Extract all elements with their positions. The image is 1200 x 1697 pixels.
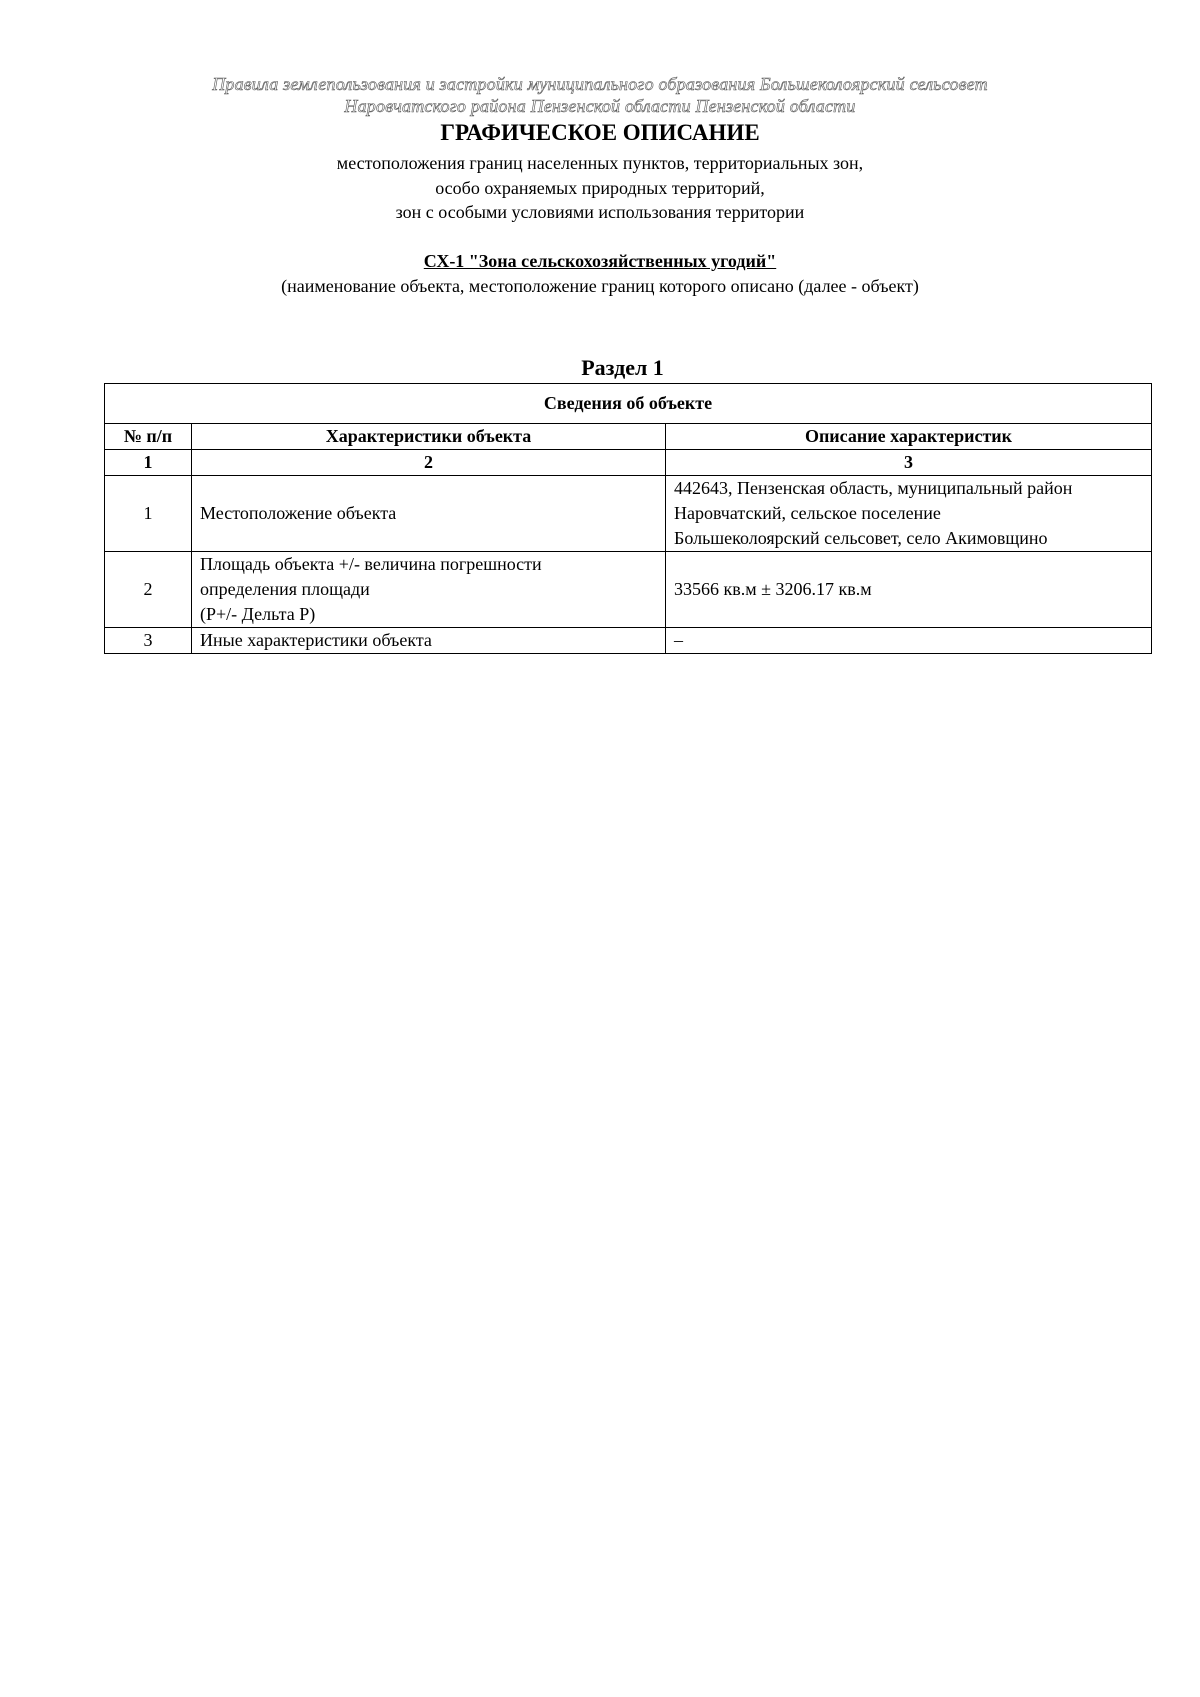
column-number: 3 bbox=[666, 450, 1152, 476]
row-characteristic-line: Иные характеристики объекта bbox=[200, 630, 432, 650]
row-description-line: Наровчатский, сельское поселение bbox=[674, 503, 941, 523]
row-description bbox=[666, 552, 1152, 628]
row-description-line: 33566 кв.м ± 3206.17 кв.м bbox=[674, 579, 872, 599]
row-characteristic-line: Площадь объекта +/- величина погрешности bbox=[200, 554, 542, 574]
table-caption-row bbox=[105, 384, 1152, 424]
row-description-line: – bbox=[674, 630, 683, 650]
document-subtitle-line: местоположения границ населенных пунктов, территориальных зон, bbox=[336, 153, 864, 173]
row-description-line: 442643, Пензенская область, муниципальный район bbox=[674, 478, 1073, 498]
row-characteristic-line: определения площади bbox=[200, 579, 370, 599]
column-header-number: № п/п bbox=[105, 424, 192, 450]
row-number: 3 bbox=[105, 628, 192, 654]
row-characteristic-line: (P+/- Дельта P) bbox=[200, 604, 316, 624]
object-name bbox=[0, 250, 1200, 272]
row-characteristic-line: Местоположение объекта bbox=[200, 503, 397, 523]
row-number: 2 bbox=[105, 552, 192, 628]
row-characteristic bbox=[192, 476, 666, 552]
table-row bbox=[105, 552, 1152, 628]
table-caption: Сведения об объекте bbox=[105, 384, 1152, 424]
header-watermark-line: Правила землепользования и застройки муниципального образования Большеколоярский сельсовет bbox=[212, 74, 988, 94]
table-row bbox=[105, 628, 1152, 654]
header-watermark-line: Наровчатского района Пензенской области Пензенской области bbox=[344, 96, 856, 116]
row-characteristic bbox=[192, 552, 666, 628]
document-subtitle-line: зон с особыми условиями использования территории bbox=[395, 202, 805, 222]
section-title: Раздел 1 bbox=[581, 355, 664, 380]
row-description-line: Большеколоярский сельсовет, село Акимовщино bbox=[674, 528, 1048, 548]
row-characteristic bbox=[192, 628, 666, 654]
table-row bbox=[105, 476, 1152, 552]
column-number: 1 bbox=[105, 450, 192, 476]
document-subtitle-line: особо охраняемых природных территорий, bbox=[435, 178, 765, 198]
document-title: ГРАФИЧЕСКОЕ ОПИСАНИЕ bbox=[440, 120, 760, 145]
row-description bbox=[666, 628, 1152, 654]
object-info-table bbox=[104, 383, 1152, 654]
row-description bbox=[666, 476, 1152, 552]
object-name-text: СХ-1 "Зона сельскохозяйственных угодий" bbox=[423, 251, 777, 271]
object-caption: (наименование объекта, местоположение границ которого описано (далее - объект) bbox=[281, 276, 919, 296]
column-header-characteristic: Характеристики объекта bbox=[192, 424, 666, 450]
row-number: 1 bbox=[105, 476, 192, 552]
table-header-row bbox=[105, 424, 1152, 450]
column-number: 2 bbox=[192, 450, 666, 476]
table-column-numbers-row bbox=[105, 450, 1152, 476]
column-header-description: Описание характеристик bbox=[666, 424, 1152, 450]
